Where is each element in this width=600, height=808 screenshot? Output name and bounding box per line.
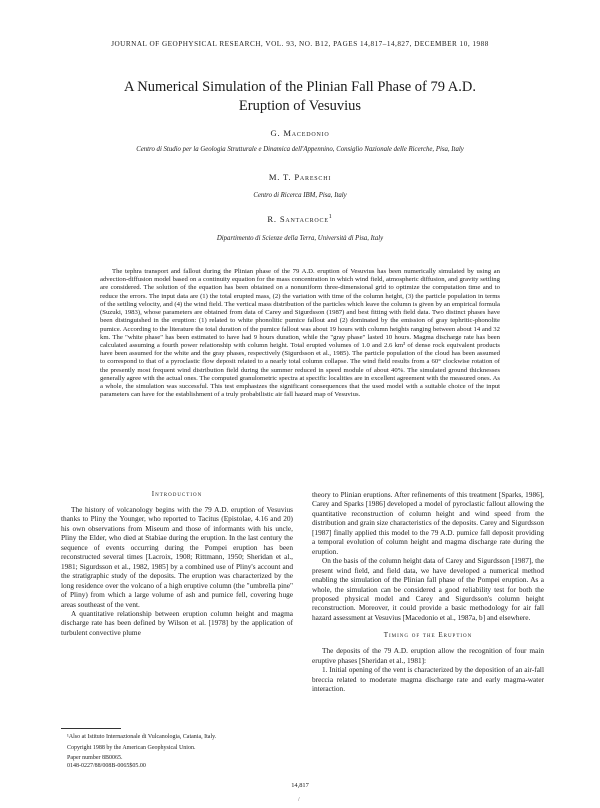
body-paragraph: On the basis of the column height data of Carey and Sigurdsson [1987], the present wind field, and field data, we have developed a numerical method enabling the simulation of the Plinian fall phase of the Pompei eruption. As a whole, the simulation can be considered a good reliability test for both the proposed physical model and Carey and Sigurdsson's column height reconstruction. Moreover, it could provide a basic methodology for air fall hazard assessment at Vesuvius [Macedonio et al., 1987a, b] and elsewhere. [312,556,544,622]
abstract: The tephra transport and fallout during the Plinian phase of the 79 A.D. eruption of Vesuvius has been numerically simulated by using an advection-diffusion model based on a continuity equation for the mass concentration in which wind field, atmospheric diffusion, and gravity settling are considered. The solution of the equation has been obtained on a nonuniform three-dimensional grid to optimize the computation time and to reduce the errors. The input data are (1) the total erupted mass, (2) the variation with time of the column height, (3) the particle population in terms of the settling velocity, and (4) the wind field. The vertical mass distribution of the particles which leave the column is given by an empirical formula (Suzuki, 1983), whose parameters are obtained from data of Carey and Sigurdsson (1987) and best fitting with field data. Two distinct phases have been distinguished in the eruption: (1) related to white phonolitic pumice fallout and (2) dominated by the emission of gray tephritic-phonolite pumice. According to the literature the total duration of the pumice fallout was about 19 hours with column heights ranging between about 14 and 32 km. The "white phase" has been estimated to have had 9 hours duration, while the "gray phase" lasted 10 hours. Magma discharge rate has been calculated assuming a fourth power relationship with column height. Total erupted volumes of 1.0 and 2.6 km³ of dense rock equivalent products have been assumed for the white and the gray phases, respectively (Sigurdsson et al., 1985). The particle population of the cloud has been assumed to correspond to that of a pyroclastic flow deposit related to a nearly total column collapse. The wind field results from a 60° clockwise rotation of the presently most frequent wind distribution field during the summer reduced in speed module of about 40%. The simulated ground thicknesses generally agree with the actual ones. The computed granulometric spectra at specific localities are in excellent agreement with the measured ones. As a whole, the simulation was successful. This test emphasizes the significant consequences that the used model with a suitable choice of the input parameters can have for the establishment of a truly probabilistic air fall hazard map of Vesuvius. [100,268,500,399]
author-name: G. Macedonio [270,128,330,138]
paper-title [60,78,540,116]
bottom-mark: / [298,797,300,803]
right-column [312,490,544,694]
issn-code: 0148-0227/88/008B-0065$05.00 [67,762,146,769]
section-heading-introduction: Introduction [151,490,203,498]
body-paragraph: 1. Initial opening of the vent is characterized by the deposition of an air-fall breccia related to moderate magma discharge rate and early magma-water interaction. [312,665,544,694]
title-line-2: Eruption of Vesuvius [238,98,362,114]
author-name-text: R. Santacroce [267,214,329,224]
author-affiliation: Dipartimento di Scienze della Terra, Università di Pisa, Italy [216,235,384,242]
page-number: 14,817 [291,782,309,789]
footnote-affiliation: ¹Also at Istituto Internazionale di Vulcanologia, Catania, Italy. [67,734,217,740]
title-line-1: A Numerical Simulation of the Plinian Fall Phase of 79 A.D. [124,79,476,95]
author-name: M. T. Pareschi [268,172,332,182]
running-head: JOURNAL OF GEOPHYSICAL RESEARCH, VOL. 93, NO. B12, PAGES 14,817–14,827, DECEMBER 10, 1988 [111,40,489,48]
paper-number: Paper number 8B0065. [67,755,123,762]
author-affiliation: Centro di Ricerca IBM, Pisa, Italy [253,192,347,199]
copyright-notice: Copyright 1988 by the American Geophysical Union. [67,744,196,751]
section-heading-timing: Timing of the Eruption [383,631,473,640]
left-column [61,490,293,637]
body-paragraph: theory to Plinian eruptions. After refinements of this treatment [Sparks, 1986], Carey and Sparks [1986] developed a model of pyroclastic fallout allowing the quantitative reconstruction of column height and wind speed from the distribution and grain size characteristics of the deposits. Carey and Sigurdsson [1987] finally applied this model to the 79 A.D. pumice fall deposit providing a temporal evolution of column height and magma discharge rate during the eruption. [312,490,544,556]
body-paragraph: The history of volcanology begins with the 79 A.D. eruption of Vesuvius thanks to Pliny the Younger, who reported to Tacitus (Epistolae, 4.16 and 20) his own observations from Miseum and those of informants with his uncle, Pliny the Elder, who died at Stabiae during the eruption. In the last century the sequence of events occurring during the Pompei eruption has been reconstructed several times [Lacroix, 1908; Rittmann, 1950; Sheridan et al., 1981; Sigurdsson et al., 1982, 1985] by a combined use of Pliny's account and the stratigraphic study of the deposits. The eruption was characterized by the long residence over the volcano of a high eruptive column (the "umbrella pine" of Pliny) from which a large volume of ash and pumice fell, covering huge areas southeast of the vent. [61,505,293,609]
footnotes [61,728,293,770]
body-paragraph: A quantitative relationship between eruption column height and magma discharge rate has been defined by Wilson et al. [1978] by the application of turbulent convective plume [61,608,293,637]
body-paragraph: The deposits of the 79 A.D. eruption allow the recognition of four main eruptive phases [Sheridan et al., 1981]: [312,646,544,665]
author-affiliation: Centro di Studio per la Geologia Strutturale e Dinamica dell'Appennino, Consiglio Nazionale delle Ricerche, Pisa, Italy [136,146,464,153]
author-name [0,214,600,224]
footnote-rule [61,728,121,729]
author-footnote-mark: 1 [328,214,333,221]
